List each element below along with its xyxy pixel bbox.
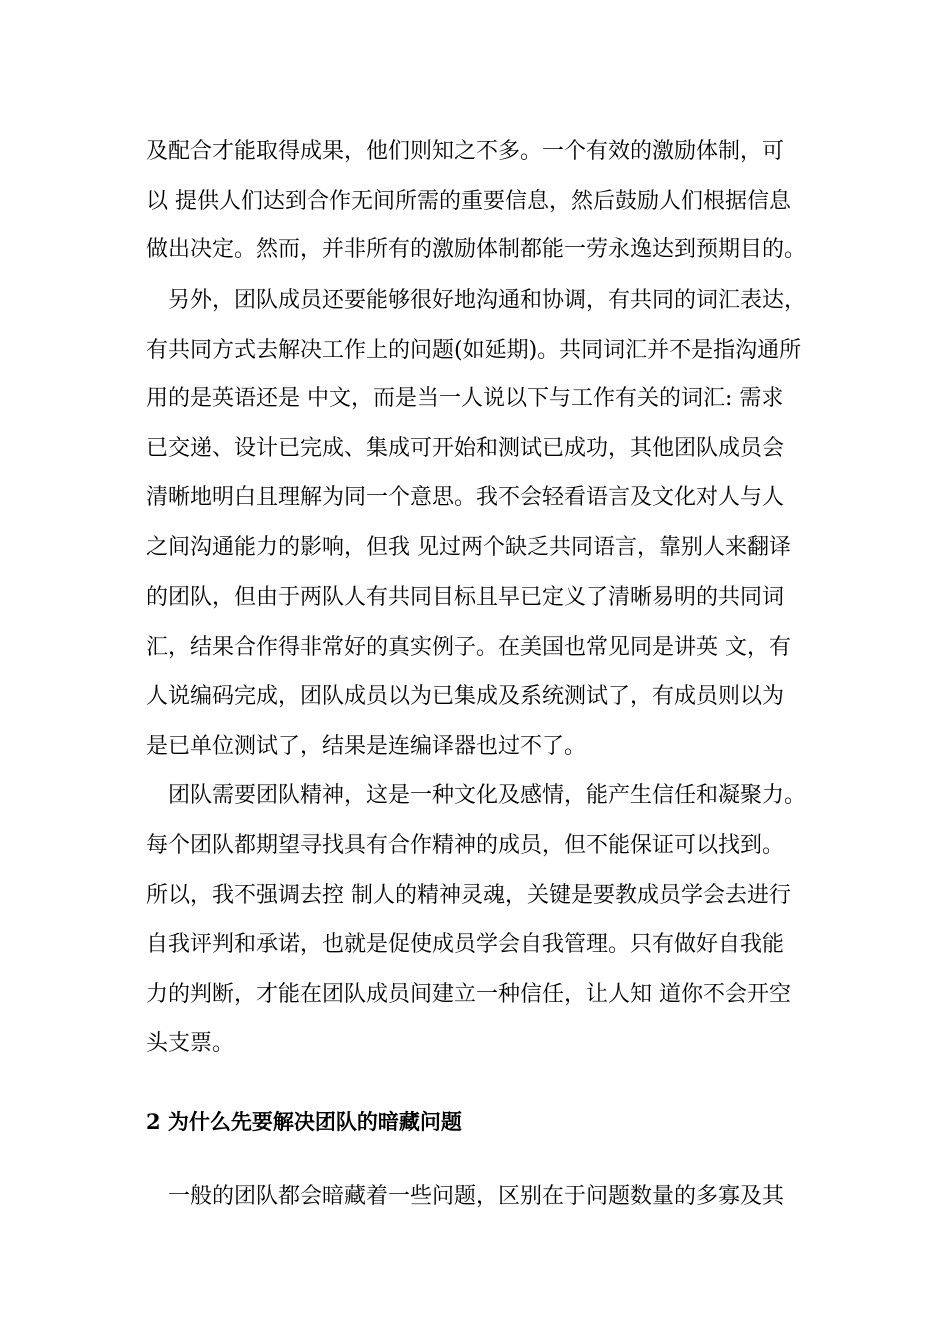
paragraph-line: 头支票。	[146, 1031, 235, 1056]
paragraph-line: 是已单位测试了，结果是连编译器也过不了。	[146, 734, 587, 759]
paragraph-line: 汇，结果合作得非常好的真实例子。在美国也常见同是讲英 文，有	[146, 635, 791, 660]
paragraph-line: 一般的团队都会暗藏着一些问题，区别在于问题数量的多寡及其	[168, 1184, 785, 1209]
section-heading: 2 为什么先要解决团队的暗藏问题	[146, 1109, 462, 1134]
paragraph-line: 以 提供人们达到合作无间所需的重要信息，然后鼓励人们根据信息	[146, 189, 791, 214]
paragraph-line: 每个团队都期望寻找具有合作精神的成员，但不能保证可以找到。	[146, 833, 785, 858]
paragraph-line: 另外，团队成员还要能够很好地沟通和协调，有共同的词汇表达，	[168, 288, 807, 313]
paragraph-line: 用的是英语还是 中文，而是当一人说以下与工作有关的词汇: 需求	[146, 386, 784, 411]
paragraph-line: 做出决定。然而，并非所有的激励体制都能一劳永逸达到预期目的。	[146, 237, 807, 262]
paragraph-line: 及配合才能取得成果，他们则知之不多。一个有效的激励体制，可	[146, 139, 785, 164]
paragraph-line: 力的判断，才能在团队成员间建立一种信任，让人知 道你不会开空	[146, 982, 791, 1007]
paragraph-line: 团队需要团队精神，这是一种文化及感情，能产生信任和凝聚力。	[168, 783, 807, 808]
paragraph-line: 清晰地明白且理解为同一个意思。我不会轻看语言及文化对人与人	[146, 485, 785, 510]
paragraph-line: 的团队，但由于两队人有共同目标且早已定义了清晰易明的共同词	[146, 585, 785, 610]
paragraph-line: 已交递、设计已完成、集成可开始和测试已成功，其他团队成员会	[146, 436, 785, 461]
paragraph-line: 之间沟通能力的影响，但我 见过两个缺乏共同语言，靠别人来翻译	[146, 535, 791, 560]
paragraph-line: 人说编码完成，团队成员以为已集成及系统测试了，有成员则以为	[146, 684, 785, 709]
paragraph-line: 有共同方式去解决工作上的问题(如延期)。共同词汇并不是指沟通所	[146, 338, 802, 363]
paragraph-line: 自我评判和承诺，也就是促使成员学会自我管理。只有做好自我能	[146, 932, 785, 957]
paragraph-line: 所以，我不强调去控 制人的精神灵魂，关键是要教成员学会去进行	[146, 883, 791, 908]
